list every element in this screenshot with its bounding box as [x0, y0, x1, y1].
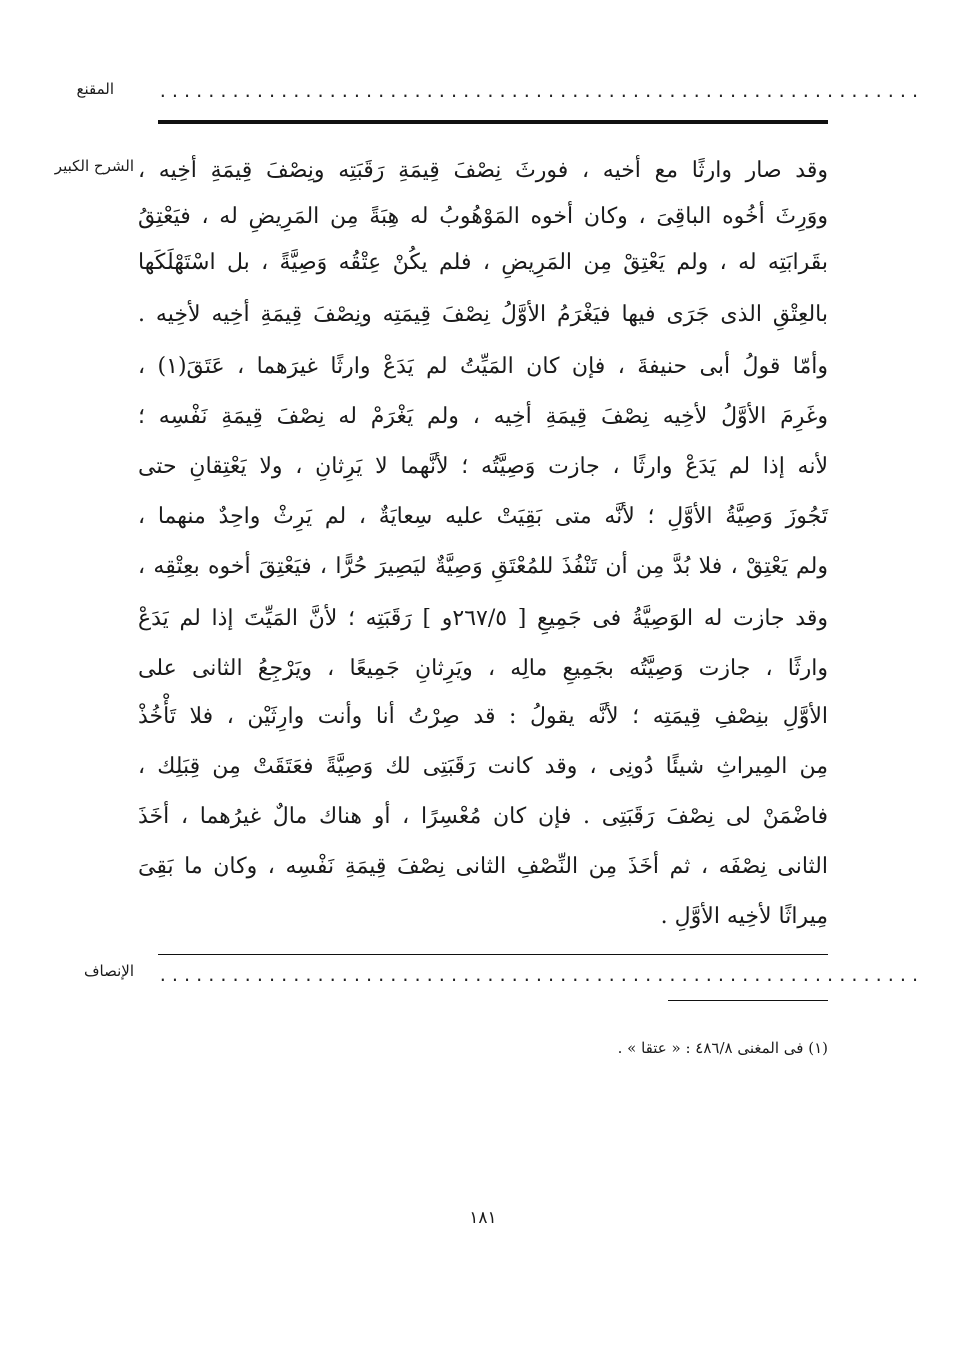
header-dotted-leader: ............................................................... [158, 82, 923, 101]
body-line: ولم يَعْتِقْ ، فلا بُدَّ مِن أن تَنْفُذَ للمُعْتَقِ وَصِيَّةٌ ليَصِيرَ حُرًّا ، فيَعْتِقَ أخوه بعِتْقِه ، [138, 554, 828, 579]
insaf-label: الإنصاف [83, 962, 134, 980]
header-rule [158, 120, 828, 124]
body-line: تَجُوزَ وَصِيَّةُ الأوَّلِ ؛ لأنَّه متى بَقِيَتْ عليه سِعايَةٌ ، لم يَرِثْ واحِدٌ منهما ، [138, 504, 828, 529]
body-line: وقد جازت له الوَصِيَّةُ فى جَمِيعِ [ ٢٦٧/٥و ] رَقَبَتِه ؛ لأنَّ المَيِّتَ إذا لم يَدَعْ [138, 606, 828, 631]
body-line: فاضْمَنْ لى نِصْفَ رَقَبَتِى . فإن كان مُعْسِرًا ، أو هناك مالٌ غيرُهما ، أخَذَ [138, 804, 828, 829]
body-line: ووَرِثَ أخُوه الباقِىَ ، وكان أخوه المَوْهُوبُ له هِبَةً مِن المَرِيضِ له ، فيَعْتِقُ [138, 204, 828, 229]
sharh-kabir-label: الشرح الكبير [54, 157, 134, 175]
body-line: بقَرابَتِه له ، ولم يَعْتِقْ مِن المَرِيضِ ، فلم يكُنْ عِتْقُه وَصِيَّةً ، بل اسْتَهْلَكَها [138, 250, 828, 275]
insaf-dotted-leader: ............................................................... [158, 966, 923, 985]
book-title-label: المقنع [76, 80, 114, 98]
footnote: (١) فى المغنى ٤٨٦/٨ : « عتقا » . [617, 1039, 828, 1057]
page-number: ١٨١ [469, 1208, 497, 1228]
body-line: وارثًا ، جازت وَصِيَّتُه بجَمِيعِ مالِه ، ويَرِثانِ جَمِيعًا ، ويَرْجِعُ الثانى على [138, 656, 828, 681]
body-line: وأمّا قولُ أبى حنيفةَ ، فإن كان المَيِّتُ لم يَدَعْ وارثًا غيرَهما ، عَتَقَ(١) ، [138, 354, 829, 379]
body-line: وقد صار وارثًا مع أخيه ، فورثَ نِصْفَ قِيمَةِ رَقَبَتِه ونِصْفَ قِيمَةِ أخِيه ، [138, 158, 828, 183]
insaf-top-rule [158, 954, 828, 955]
body-line: مِن المِيراثِ شيئًا دُونِى ، وقد كانت رَقَبَتِى لك وَصِيَّةً فعَتَقَتْ مِن قِبَلِك ، [138, 754, 828, 779]
body-line: وغَرِمَ الأوَّلُ لأخِيه نِصْفَ قِيمَةِ أخِيه ، ولم يَغْرَمْ له نِصْفَ قِيمَةِ نَفْسِه ؛ [138, 404, 828, 429]
body-line: الثانى نِصْفَه ، ثم أخَذَ مِن النِّصْفِ الثانى نِصْفَ قِيمَةِ نَفْسِه ، وكان ما بَقِىَ [138, 854, 828, 879]
body-line: مِيراثًا لأخِيه الأوَّلِ . [660, 904, 828, 929]
footnote-separator [668, 1000, 828, 1001]
body-line: لأنه إذا لم يَدَعْ وارثًا ، جازت وَصِيَّتُه ؛ لأنَّهما لا يَرِثانِ ، ولا يَعْتِقانِ حتى [138, 454, 828, 479]
body-line: بالعِتْقِ الذى جَرَى فيها فيَغْرَمُ الأوَّلُ نِصْفَ قِيمَتِه ونِصْفَ قِيمَةِ أخِيه لأخِيه . [138, 302, 828, 327]
body-line: الأوَّلِ بنِصْفِ قِيمَتِه ؛ لأنَّه يقولُ : قد صِرْتُ أنا وأنت وارِثَيْن ، فلا تَأْخُذْ [138, 704, 828, 729]
